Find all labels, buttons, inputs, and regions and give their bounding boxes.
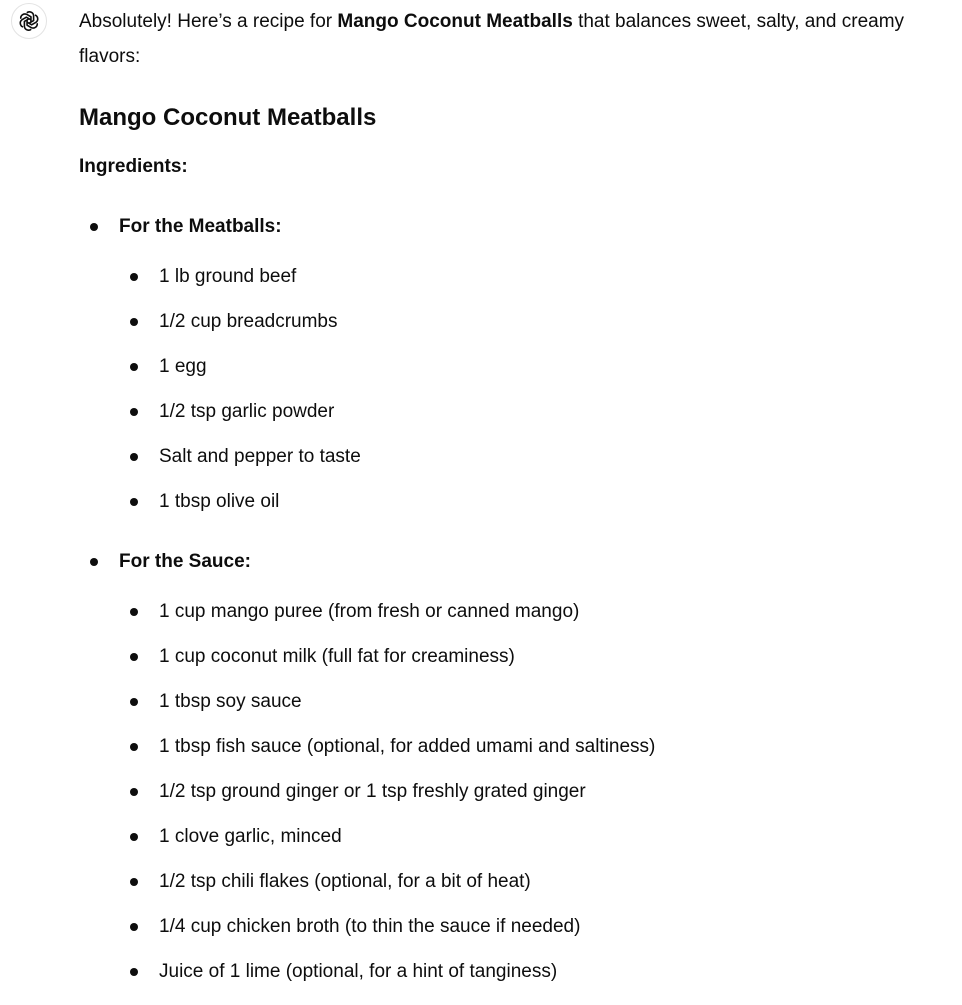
list-item	[119, 913, 580, 941]
list-item	[119, 263, 296, 291]
meatballs-group-title	[79, 213, 282, 241]
bullet	[130, 698, 138, 706]
list-item-text: 1 tbsp fish sauce (optional, for added umami and saltiness)	[159, 736, 656, 757]
intro-text-prefix: Absolutely! Here’s a recipe for	[79, 11, 338, 32]
list-item	[119, 688, 302, 716]
bullet	[130, 788, 138, 796]
bullet	[90, 223, 98, 231]
list-item-text: Salt and pepper to taste	[159, 446, 361, 467]
bullet	[130, 408, 138, 416]
meatballs-title-text: For the Meatballs:	[119, 216, 282, 237]
sauce-title-text: For the Sauce:	[119, 551, 251, 572]
list-item-text: 1/2 cup breadcrumbs	[159, 311, 338, 332]
list-item-text: 1 lb ground beef	[159, 266, 297, 287]
recipe-title: Mango Coconut Meatballs	[79, 104, 377, 131]
list-item	[119, 353, 207, 381]
assistant-message	[79, 4, 939, 982]
bullet	[130, 318, 138, 326]
list-item-text: 1/2 tsp chili flakes (optional, for a bit of heat)	[159, 871, 531, 892]
assistant-avatar	[11, 3, 47, 39]
list-item	[119, 443, 361, 471]
bullet	[130, 498, 138, 506]
intro-recipe-name: Mango Coconut Meatballs	[337, 11, 573, 32]
intro-text-line2: flavors:	[79, 46, 141, 67]
bullet	[130, 453, 138, 461]
list-item-text: 1/2 tsp ground ginger or 1 tsp freshly grated ginger	[159, 781, 586, 802]
bullet	[130, 923, 138, 931]
bullet	[130, 968, 138, 976]
list-item-text: 1/4 cup chicken broth (to thin the sauce if needed)	[159, 916, 581, 937]
list-item	[119, 733, 655, 761]
list-item	[119, 398, 334, 426]
list-item	[119, 778, 586, 806]
list-item	[119, 958, 557, 986]
openai-logo-icon	[17, 9, 41, 33]
list-item	[119, 488, 279, 516]
list-item	[119, 308, 338, 336]
bullet	[130, 608, 138, 616]
list-item-text: 1 cup mango puree (from fresh or canned mango)	[159, 601, 580, 622]
intro-text-suffix: that balances sweet, salty, and creamy	[572, 11, 905, 32]
bullet	[130, 653, 138, 661]
list-item	[119, 823, 342, 851]
bullet	[130, 273, 138, 281]
list-item-text: 1 egg	[159, 356, 207, 377]
list-item	[119, 643, 515, 671]
ingredients-label: Ingredients:	[79, 156, 188, 177]
list-item	[119, 868, 531, 896]
list-item-text: 1 tbsp soy sauce	[159, 691, 302, 712]
list-item-text: 1 cup coconut milk (full fat for creaminess)	[159, 646, 515, 667]
bullet	[130, 363, 138, 371]
bullet	[130, 743, 138, 751]
sauce-group-title	[79, 548, 251, 576]
list-item	[119, 598, 579, 626]
bullet	[130, 878, 138, 886]
list-item-text: Juice of 1 lime (optional, for a hint of tanginess)	[159, 961, 558, 982]
intro-paragraph	[79, 4, 939, 74]
bullet	[90, 558, 98, 566]
bullet	[130, 833, 138, 841]
list-item-text: 1 tbsp olive oil	[159, 491, 280, 512]
list-item-text: 1/2 tsp garlic powder	[159, 401, 335, 422]
list-item-text: 1 clove garlic, minced	[159, 826, 342, 847]
